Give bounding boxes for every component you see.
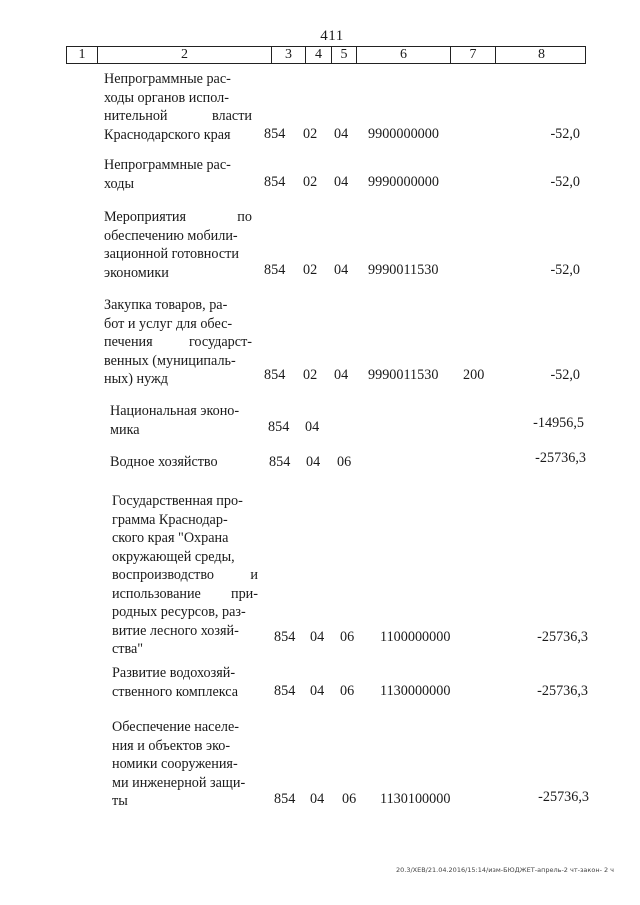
code-col-5: 04 [334, 126, 349, 142]
desc-line: грамма Краснодар- [112, 511, 228, 528]
desc-line: венных (муниципаль- [104, 352, 236, 369]
row-description [112, 718, 258, 811]
code-col-3: 854 [274, 791, 296, 807]
row-description [104, 70, 252, 144]
desc-line: ния и объектов эко- [112, 737, 231, 754]
code-col-7: 200 [463, 367, 485, 383]
amount-col-8: -52,0 [550, 367, 580, 383]
code-col-4: 04 [310, 791, 325, 807]
desc-line: Развитие водохозяй- [112, 665, 236, 681]
footer-doc-id: 20.3/ХЕВ/21.04.2016/15:14/изм-БЮДЖЕТ-апрель-2 чт-закон- 2 ч [396, 866, 615, 874]
desc-line: ходы органов испол- [104, 89, 229, 106]
desc-line: печения государст- [104, 334, 252, 350]
amount-col-8: -25736,3 [535, 450, 586, 466]
desc-line: ства" [112, 641, 144, 657]
code-col-3: 854 [264, 367, 286, 383]
code-col-4: 04 [305, 419, 320, 435]
desc-line: витие лесного хозяй- [112, 622, 239, 639]
code-col-4: 04 [310, 683, 325, 699]
desc-line: номики сооружения- [112, 756, 238, 772]
amount-col-8: -25736,3 [537, 629, 588, 645]
code-col-3: 854 [268, 419, 290, 435]
code-col-5: 04 [334, 367, 349, 383]
header-col-5: 5 [332, 47, 357, 63]
row-description [112, 664, 258, 701]
code-col-6: 9900000000 [368, 126, 439, 142]
code-col-6: 1100000000 [380, 629, 451, 645]
desc-line: Непрограммные рас- [104, 157, 231, 173]
row-description [104, 156, 252, 193]
desc-line: ского края "Охрана [112, 530, 229, 546]
desc-line: Непрограммные рас- [104, 71, 231, 87]
code-col-3: 854 [264, 174, 286, 190]
desc-line: Государственная про- [112, 493, 243, 509]
code-col-5: 06 [337, 454, 352, 470]
desc-line: зационной готовности [104, 246, 239, 262]
header-col-7: 7 [451, 47, 496, 63]
code-col-5: 04 [334, 174, 349, 190]
code-col-5: 06 [340, 683, 355, 699]
desc-line: экономики [104, 264, 169, 281]
amount-col-8: -14956,5 [533, 415, 584, 431]
code-col-6: 9990011530 [368, 367, 439, 383]
desc-line: ми инженерной защи- [112, 774, 246, 791]
header-col-1: 1 [67, 47, 98, 63]
code-col-4: 04 [306, 454, 321, 470]
amount-col-8: -52,0 [550, 262, 580, 278]
code-col-3: 854 [264, 262, 286, 278]
code-col-3: 854 [274, 629, 296, 645]
code-col-5: 06 [342, 791, 357, 807]
header-col-8: 8 [538, 47, 545, 62]
desc-line: Мероприятия по [104, 209, 252, 225]
code-col-6: 9990011530 [368, 262, 439, 278]
desc-line: ных) нужд [104, 371, 169, 387]
code-col-5: 04 [334, 262, 349, 278]
header-col-2: 2 [98, 47, 272, 63]
amount-col-8: -52,0 [550, 174, 580, 190]
code-col-4: 04 [310, 629, 325, 645]
desc-line: ходы [104, 175, 134, 192]
amount-col-8: -52,0 [550, 126, 580, 142]
desc-line: мика [110, 421, 140, 438]
desc-line: бот и услуг для обес- [104, 315, 233, 332]
desc-line: нительной власти [104, 108, 252, 124]
header-col-6: 6 [357, 47, 451, 63]
row-description [110, 402, 252, 439]
desc-line: ственного комплекса [112, 683, 239, 700]
code-col-6: 1130100000 [380, 791, 451, 807]
table-header [66, 46, 586, 64]
amount-col-8: -25736,3 [537, 683, 588, 699]
row-description [104, 296, 252, 389]
code-col-5: 06 [340, 629, 355, 645]
row-description [110, 453, 270, 472]
code-col-4: 02 [303, 126, 318, 142]
code-col-4: 02 [303, 174, 318, 190]
row-description [112, 492, 258, 659]
desc-line: обеспечению мобили- [104, 227, 238, 244]
code-col-6: 9990000000 [368, 174, 439, 190]
desc-line: Водное хозяйство [110, 454, 218, 470]
code-col-3: 854 [269, 454, 291, 470]
desc-line: Обеспечение населе- [112, 719, 239, 735]
desc-line: родных ресурсов, раз- [112, 604, 246, 620]
desc-line: Краснодарского края [104, 126, 231, 143]
code-col-3: 854 [274, 683, 296, 699]
header-col-3: 3 [272, 47, 306, 63]
desc-line: использование при- [112, 585, 258, 602]
header-col-4: 4 [306, 47, 332, 63]
code-col-4: 02 [303, 262, 318, 278]
page-number: 411 [320, 28, 344, 44]
desc-line: ты [112, 793, 128, 809]
desc-line: Закупка товаров, ра- [104, 297, 228, 313]
desc-line: окружающей среды, [112, 548, 235, 565]
row-description [104, 208, 252, 282]
code-col-4: 02 [303, 367, 318, 383]
desc-line: Национальная эконо- [110, 403, 240, 419]
code-col-3: 854 [264, 126, 286, 142]
code-col-6: 1130000000 [380, 683, 451, 699]
amount-col-8: -25736,3 [538, 789, 589, 805]
desc-line: воспроизводство и [112, 567, 258, 583]
